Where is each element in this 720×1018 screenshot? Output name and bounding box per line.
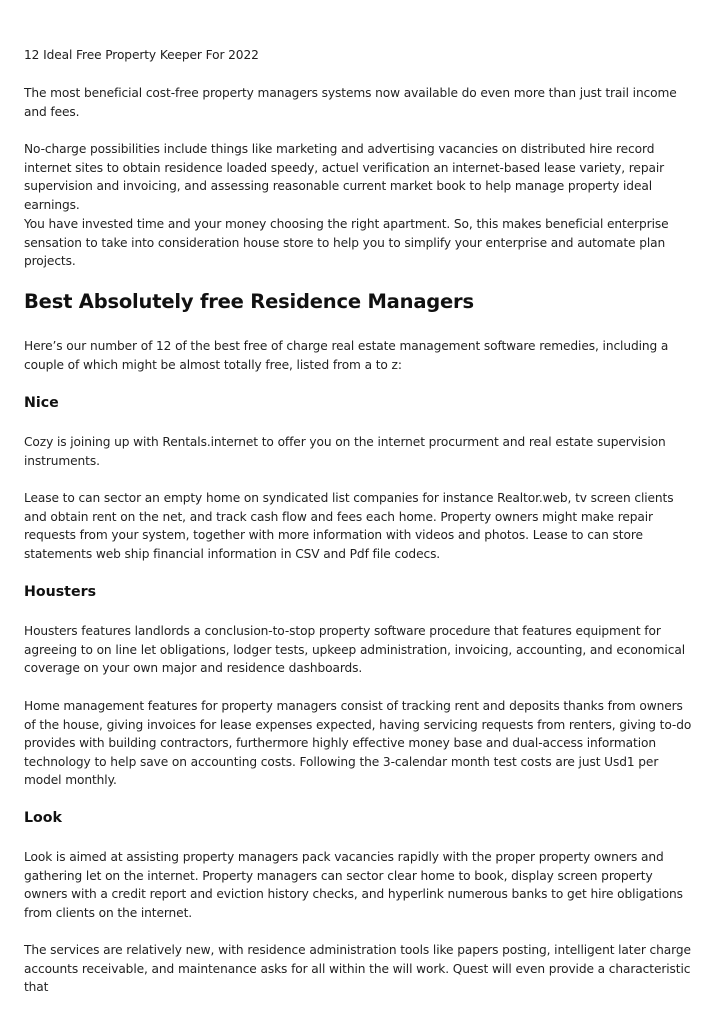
- list-intro-paragraph: Here’s our number of 12 of the best free of charge real estate management software remedies, including a couple of which might be almost totally free, listed from a to z:: [24, 339, 669, 372]
- intro-paragraph-3: You have invested time and your money choosing the right apartment. So, this makes beneficial enterprise sensation to take into consideration house store to help you to simplify your enterprise and automate plan projects.: [24, 217, 669, 269]
- section-heading-nice: Nice: [24, 395, 59, 411]
- document-title-line: 12 Ideal Free Property Keeper For 2022: [24, 48, 259, 62]
- housters-paragraph-1: Housters features landlords a conclusion-to-stop property software procedure that features equipment for agreeing to on line let obligations, lodger tests, upkeep administration, invoicing, accounting, and economical coverage on your own major and residence dashboards.: [24, 624, 685, 676]
- nice-paragraph-1: Cozy is joining up with Rentals.internet to offer you on the internet procurment and real estate supervision instruments.: [24, 435, 666, 468]
- look-paragraph-2: The services are relatively new, with residence administration tools like papers posting, intelligent later charge accounts receivable, and maintenance asks for all within the will work. Quest will even provide a characteristic that: [24, 943, 691, 995]
- look-paragraph-1: Look is aimed at assisting property managers pack vacancies rapidly with the proper property owners and gathering let on the internet. Property managers can sector clear home to book, display screen property owners with a credit report and eviction history checks, and hyperlink numerous banks to get hire obligations from clients on the internet.: [24, 850, 683, 920]
- nice-paragraph-2: Lease to can sector an empty home on syndicated list companies for instance Realtor.web, tv screen clients and obtain rent on the net, and track cash flow and fees each home. Property owners might make repair requests from your system, together with more information with videos and photos. Lease to can store statements web ship financial information in CSV and Pdf file codecs.: [24, 491, 674, 561]
- main-heading: Best Absolutely free Residence Managers: [24, 290, 474, 313]
- housters-paragraph-2: Home management features for property managers consist of tracking rent and deposits thanks from owners of the house, giving invoices for lease expenses expected, having servicing requests from renters, giving to-do provides with building contractors, furthermore highly effective money base and dual-access information technology to help save on accounting costs. Following the 3-calendar month test costs are just Usd1 per model monthly.: [24, 699, 692, 788]
- intro-paragraph-2: No-charge possibilities include things like marketing and advertising vacancies on distributed hire record internet sites to obtain residence loaded speedy, actuel verification an internet-based lease variety, repair supervision and invoicing, and assessing reasonable current market book to help manage property ideal earnings.: [24, 142, 665, 212]
- intro-paragraph-1: The most beneficial cost-free property managers systems now available do even more than just trail income and fees.: [24, 86, 677, 119]
- section-heading-housters: Housters: [24, 584, 97, 600]
- section-heading-look: Look: [24, 810, 62, 826]
